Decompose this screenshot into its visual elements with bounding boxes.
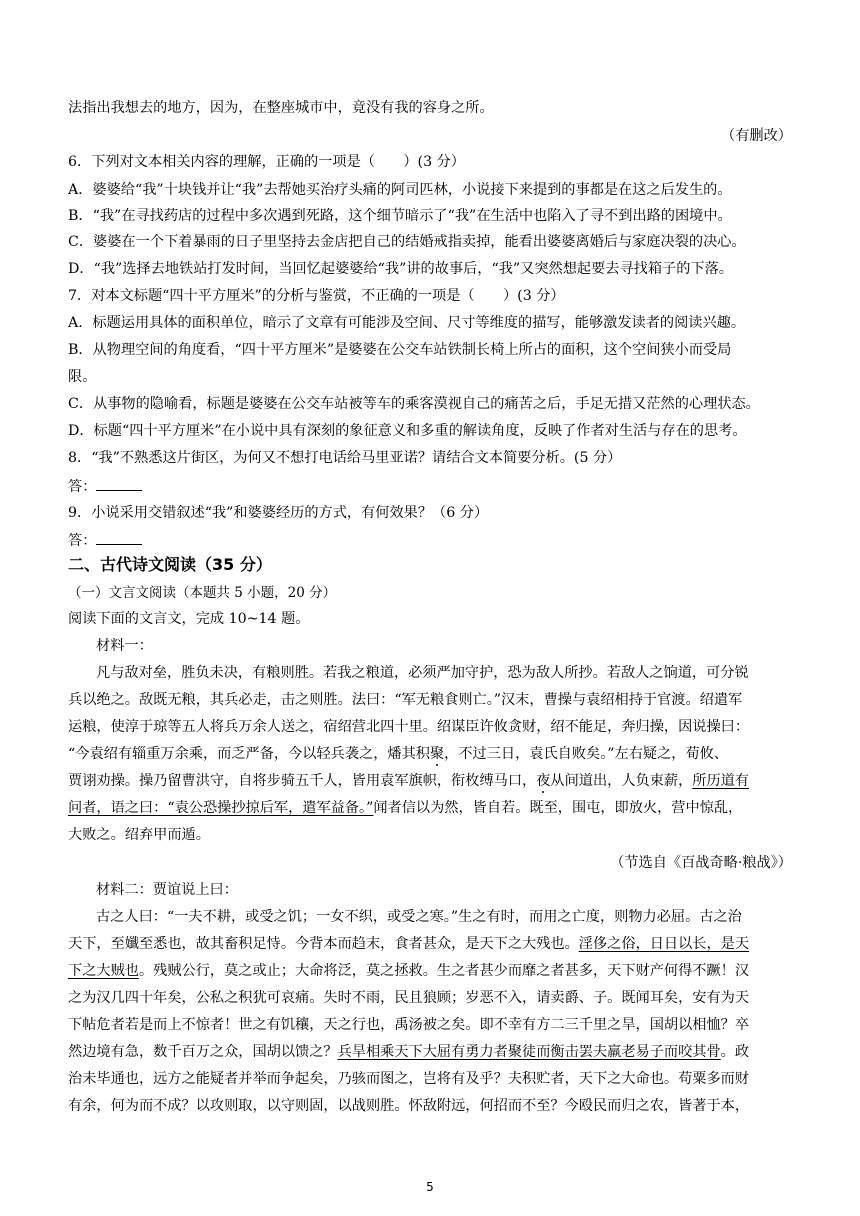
answer-9 — [68, 530, 792, 551]
answer-blank-9[interactable] — [96, 530, 142, 545]
option-6b: B．“我”在寻找药店的过程中多次遇到死路，这个细节暗示了“我”在生活中也陷入了寻不到出路的困境中。 — [68, 208, 732, 224]
option-6a: A．婆婆给“我”十块钱并让“我”去帮她买治疗头痛的阿司匹林，小说接下来提到的事都是在这之后发生的。 — [68, 182, 732, 198]
page-number: 5 — [426, 1180, 434, 1194]
emphasis-char: 夜 — [536, 773, 551, 789]
material-2-label: 材料二：贾谊说上曰： — [96, 882, 238, 898]
underlined-sentence: 下之大贼也 — [68, 963, 139, 979]
answer-label: 答： — [68, 479, 97, 495]
material-1-label: 材料一： — [96, 638, 153, 654]
passage-line: 兵以绝之。敌既无粮，其兵必走，击之则胜。法曰：“军无粮食则亡。”汉末，曹操与袁绍相持于官渡。绍遣军 — [68, 692, 743, 708]
answer-blank-8[interactable] — [96, 476, 142, 491]
option-6d: D．“我”选择去地铁站打发时间，当回忆起婆婆给“我”讲的故事后，“我”又突然想起要去寻找箱子的下落。 — [68, 261, 733, 277]
option-7b: B．从物理空间的角度看，“四十平方厘米”是婆婆在公交车站铁制长椅上所占的面积，这个空间狭小而受局 — [68, 342, 732, 358]
underlined-sentence: 所历道有 — [692, 773, 750, 789]
option-7a: A．标题运用具体的面积单位，暗示了文章有可能涉及空间、尺寸等维度的描写，能够激发读者的阅读兴趣。 — [68, 315, 746, 331]
passage-line: 运粮，使淳于琼等五人将兵万余人送之，宿绍营北四十里。绍谋臣许攸贪财，绍不能足，奔归操，因说操曰： — [68, 719, 750, 735]
answer-label: 答： — [68, 533, 97, 549]
underlined-sentence: 兵旱相乘天下大屈有勇力者聚徒而衡击罢夫羸老易子而咬其骨 — [337, 1044, 721, 1060]
section-heading: 二、古代诗文阅读（35 分） — [68, 555, 272, 574]
passage-line: 贾诩劝操。操乃留曹洪守，自将步骑五千人，皆用袁军旗帜，衔枚缚马口，夜从间道出，人负束薪，所历道有 — [68, 773, 750, 789]
answer-8 — [68, 476, 792, 497]
passage-line: 之为汉几四十年矣，公私之积犹可哀痛。失时不雨，民且狼顾；岁恶不入，请卖爵、子。既闻耳矣，安有为天 — [68, 990, 750, 1006]
option-7b-cont: 限。 — [68, 369, 97, 385]
option-6c: C．婆婆在一个下着暴雨的日子里坚持去金店把自己的结婚戒指卖掉，能看出婆婆离婚后与家庭决裂的决心。 — [68, 234, 746, 250]
instructions: 阅读下面的文言文，完成 10~14 题。 — [68, 611, 310, 627]
passage-line: 下帖危者若是而上不惊者！世之有饥穰，天之行也，禹汤被之矣。即不幸有方二三千里之旱，国胡以相恤？卒 — [68, 1017, 750, 1033]
passage-line: 有余，何为而不成？以攻则取，以守则固，以战则胜。怀敌附远，何招而不至？今殴民而归之农，皆著于本， — [68, 1098, 750, 1114]
question-7: 7．对本文标题“四十平方厘米”的分析与鉴赏，不正确的一项是（ ）(3 分） — [68, 288, 565, 304]
passage-line: 天下，至孅至悉也，故其畜积足恃。今背本而趋末，食者甚众，是天下之大残也。淫侈之俗，日日以长，是天 — [68, 936, 750, 952]
passage-line: 下之大贼也。残贼公行，莫之或止；大命将泛，莫之拯救。生之者甚少而靡之者甚多，天下财产何得不蹶！汉 — [68, 963, 750, 979]
option-7c: C．从事物的隐喻看，标题是婆婆在公交车站被等车的乘客漠视自己的痛苦之后，手足无措又茫然的心理状态。 — [68, 396, 760, 412]
passage-line: 问者，语之曰：“袁公恐操抄掠后军，遣军益备。”闻者信以为然，皆自若。既至，围屯，即放火，营中惊乱， — [68, 800, 743, 816]
passage-line: 凡与敌对垒，胜负未决，有粮则胜。若我之粮道，必须严加守护，恐为敌人所抄。若敌人之饷道，可分锐 — [96, 665, 749, 681]
underlined-sentence: 问者，语之曰：“袁公恐操抄掠后军，遣军益备。” — [68, 800, 374, 816]
text-line: 法指出我想去的地方，因为，在整座城市中，竟没有我的容身之所。 — [68, 100, 494, 116]
source-citation: （节选自《百战奇略·粮战》） — [610, 855, 792, 871]
subsection-heading: （一）文言文阅读（本题共 5 小题，20 分） — [68, 585, 337, 601]
passage-line: 大败之。绍弃甲而遁。 — [68, 827, 210, 843]
option-7d: D．标题“四十平方厘米”在小说中具有深刻的象征意义和多重的解读角度，反映了作者对生活与存在的思考。 — [68, 423, 747, 439]
question-6: 6．下列对文本相关内容的理解，正确的一项是（ ）(3 分） — [68, 154, 465, 170]
passage-line: 然边境有急，数千百万之众，国胡以馈之？兵旱相乘天下大屈有勇力者聚徒而衡击罢夫羸老易子而咬其骨。政 — [68, 1044, 750, 1060]
passage-line: “今袁绍有辎重万余乘，而乏严备，今以轻兵袭之，燔其积聚，不过三日，袁氏自败矣。”左右疑之，荀攸、 — [68, 746, 729, 762]
question-9: 9．小说采用交错叙述“我”和婆婆经历的方式，有何效果？（6 分） — [68, 505, 489, 521]
emphasis-char: 聚 — [429, 746, 445, 762]
passage-line: 古之人曰：“一夫不耕，或受之饥；一女不织，或受之寒。”生之有时，而用之亡度，则物力必屈。古之治 — [96, 909, 742, 925]
passage-line: 治未毕通也，远方之能疑者并举而争起矣，乃骇而图之，岂将有及乎？夫积贮者，天下之大命也。苟粟多而财 — [68, 1071, 750, 1087]
source-note: （有删改） — [721, 128, 792, 144]
question-8: 8．“我”不熟悉这片街区，为何又不想打电话给马里亚诺？请结合文本简要分析。(5 分） — [68, 450, 622, 466]
underlined-sentence: 淫侈之俗，日日以长，是天 — [578, 936, 750, 952]
